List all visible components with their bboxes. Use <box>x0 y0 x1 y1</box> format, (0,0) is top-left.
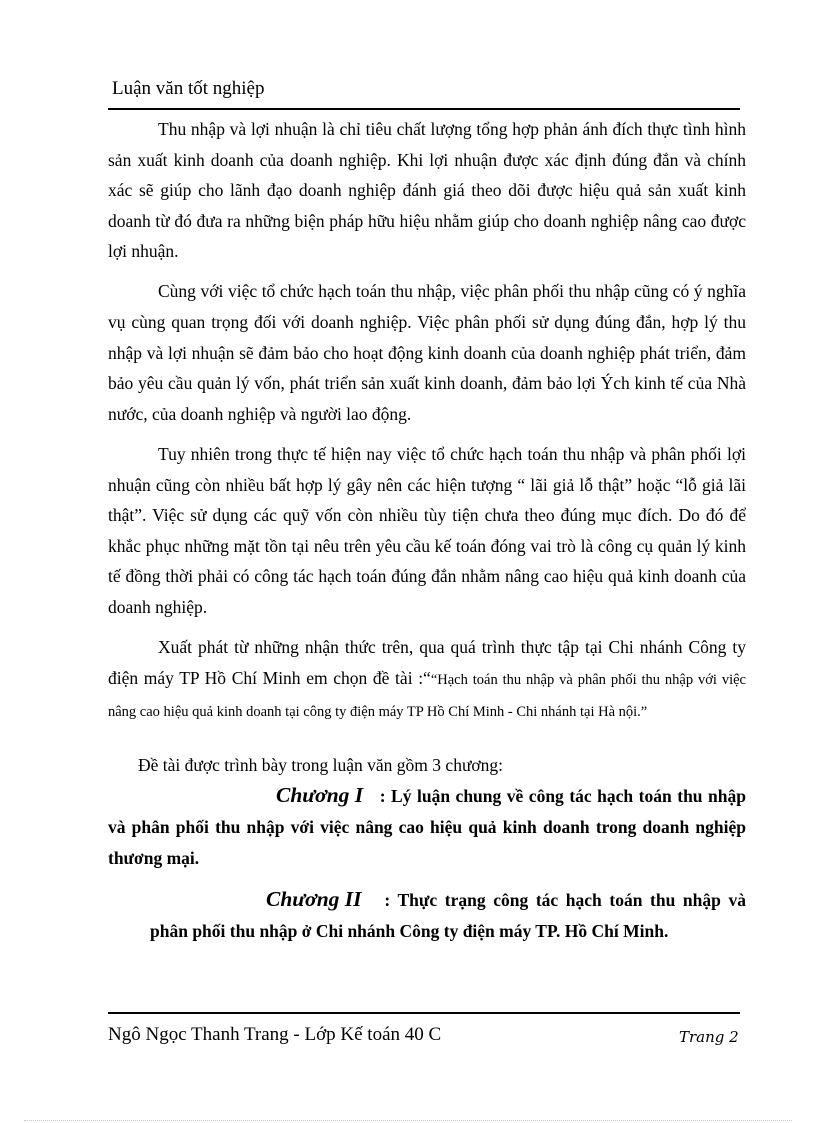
chapter-2-text: : Thực trạng công tác hạch toán thu nhập và phân phối thu nhập ở Chi nhánh Công ty điện máy TP. Hồ Chí Minh. <box>150 889 746 941</box>
chapter-2 <box>108 884 746 947</box>
header-rule <box>108 108 740 110</box>
page-number: Trang 2 <box>679 1028 739 1046</box>
footer-rule <box>108 1012 740 1014</box>
paragraph-income-distribution: Cùng với việc tổ chức hạch toán thu nhập, việc phân phối thu nhập cũng có ý nghĩa vụ cùng quan trọng đối với doanh nghiệp. Việc phân phối sử dụng đúng đắn, hợp lý thu nhập và lợi nhuận sẽ đảm bảo cho hoạt động kinh doanh của doanh nghiệp phát triển, đảm bảo yêu cầu quản lý vốn, phát triển sản xuất kinh doanh, đảm bảo lợi Ých kinh tế của Nhà nước, của doanh nghiệp và người lao động. <box>108 281 746 424</box>
chapter-1-label: Chương I <box>276 783 364 808</box>
chapter-2-label: Chương II <box>266 886 362 911</box>
topic-title: “Hạch toán thu nhập và phân phối thu nhập với việc nâng cao hiệu quả kinh doanh tại công ty điện máy TP Hồ Chí Minh - Chi nhánh tại Hà nội.” <box>108 671 746 721</box>
chapter-1-text: : Lý luận chung về công tác hạch toán thu nhập và phân phối thu nhập với việc nâng cao hiệu quả kinh doanh trong doanh nghiệp thương mại. <box>108 786 746 869</box>
document-body <box>108 114 746 956</box>
paragraph-current-issues: Tuy nhiên trong thực tế hiện nay việc tổ chức hạch toán thu nhập và phân phối lợi nhuận cũng còn nhiều bất hợp lý gây nên các hiện tượng “ lãi giả lỗ thật” hoặc “lỗ giả lãi thật”. Việc sử dụng các quỹ vốn còn nhiều tùy tiện chưa theo đúng mục đích. Do đó để khắc phục những mặt tồn tại nêu trên yêu cầu kế toán đóng vai trò là công cụ quản lý kinh tế đồng thời phải có công tác hạch toán đúng đắn nhằm nâng cao hiệu quả kinh doanh của doanh nghiệp. <box>108 443 746 617</box>
topic-lead: Xuất phát từ những nhận thức trên, qua quá trình thực tập tại Chi nhánh Công ty điện máy TP Hồ Chí Minh em chọn đề tài :“ <box>108 637 746 688</box>
paragraph-topic-selection <box>108 632 746 728</box>
document-header-title: Luận văn tốt nghiệp <box>112 78 265 99</box>
chapter-1 <box>108 780 746 874</box>
paragraph-income-profit: Thu nhập và lợi nhuận là chỉ tiêu chất lượng tổng hợp phản ánh đích thực tình hình sản xuất kinh doanh của doanh nghiệp. Khi lợi nhuận được xác định đúng đắn và chính xác sẽ giúp cho lãnh đạo doanh nghiệp đánh giá theo dõi được hiệu quả sản xuất kinh doanh từ đó đưa ra những biện pháp hữu hiệu nhằm giúp cho doanh nghiệp nâng cao được lợi nhuận. <box>108 119 746 262</box>
page-edge-dotted-line <box>24 1120 792 1121</box>
footer-author: Ngô Ngọc Thanh Trang - Lớp Kế toán 40 C <box>108 1024 442 1045</box>
chapters-intro: Đề tài được trình bày trong luận văn gồm 3 chương: <box>138 754 504 775</box>
